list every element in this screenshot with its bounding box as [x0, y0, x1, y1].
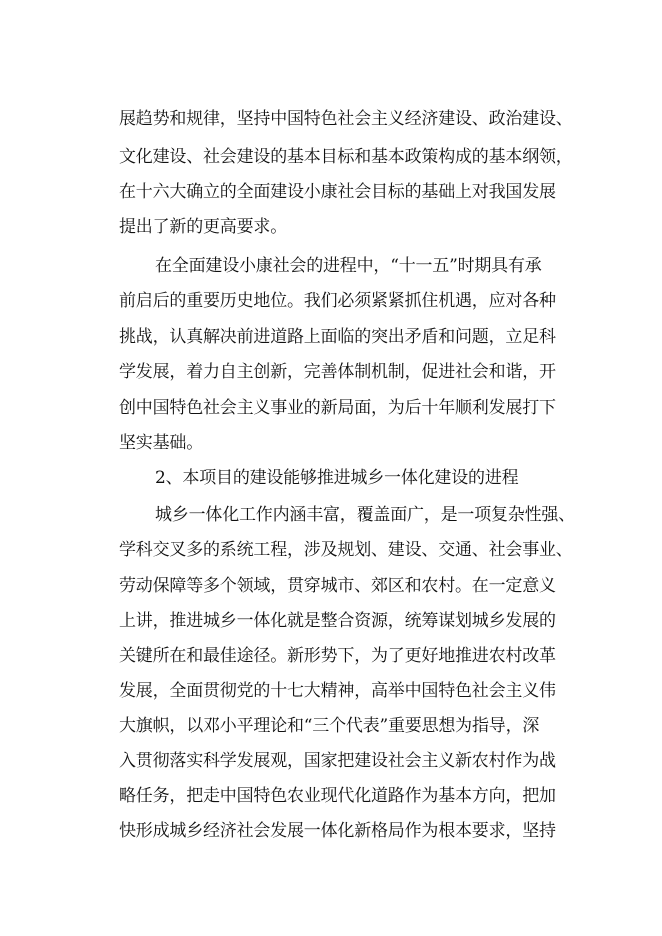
section-heading: 2、本项目的建设能够推进城乡一体化建设的进程: [155, 468, 519, 488]
text-line: 劳动保障等多个领域，贯穿城市、郊区和农村。在一定意义: [119, 576, 556, 596]
text-line: 文化建设、社会建设的基本目标和基本政策构成的基本纲领，: [119, 147, 573, 167]
text-line: 上讲，推进城乡一体化就是整合资源，统筹谋划城乡发展的: [119, 611, 556, 631]
paragraph-first-line: 在全面建设小康社会的进程中，“十一五”时期具有承: [155, 256, 542, 276]
text-line: 创中国特色社会主义事业的新局面，为后十年顺利发展打下: [119, 398, 556, 418]
text-line: 学科交叉多的系统工程，涉及规划、建设、交通、社会事业、: [119, 540, 573, 560]
paragraph-first-line: 城乡一体化工作内涵丰富，覆盖面广，是一项复杂性强、: [155, 505, 575, 525]
text-line: 提出了新的更高要求。: [119, 217, 287, 237]
text-line: 发展，全面贯彻党的十七大精神，高举中国特色社会主义伟: [119, 681, 556, 701]
text-line: 展趋势和规律，坚持中国特色社会主义经济建设、政治建设、: [119, 109, 573, 129]
text-line: 在十六大确立的全面建设小康社会目标的基础上对我国发展: [119, 182, 556, 202]
text-line: 快形成城乡经济社会发展一体化新格局作为根本要求，坚持: [119, 821, 556, 841]
text-line: 坚实基础。: [119, 433, 203, 453]
text-line: 前启后的重要历史地位。我们必须紧紧抓住机遇，应对各种: [119, 291, 556, 311]
text-line: 大旗帜，以邓小平理论和“三个代表”重要思想为指导，深: [119, 716, 540, 736]
text-line: 入贯彻落实科学发展观，国家把建设社会主义新农村作为战: [119, 751, 556, 771]
text-line: 关键所在和最佳途径。新形势下，为了更好地推进农村改革: [119, 646, 556, 666]
text-line: 挑战，认真解决前进道路上面临的突出矛盾和问题，立足科: [119, 327, 556, 347]
text-line: 略任务，把走中国特色农业现代化道路作为基本方向，把加: [119, 786, 556, 806]
text-line: 学发展，着力自主创新，完善体制机制，促进社会和谐，开: [119, 362, 556, 382]
